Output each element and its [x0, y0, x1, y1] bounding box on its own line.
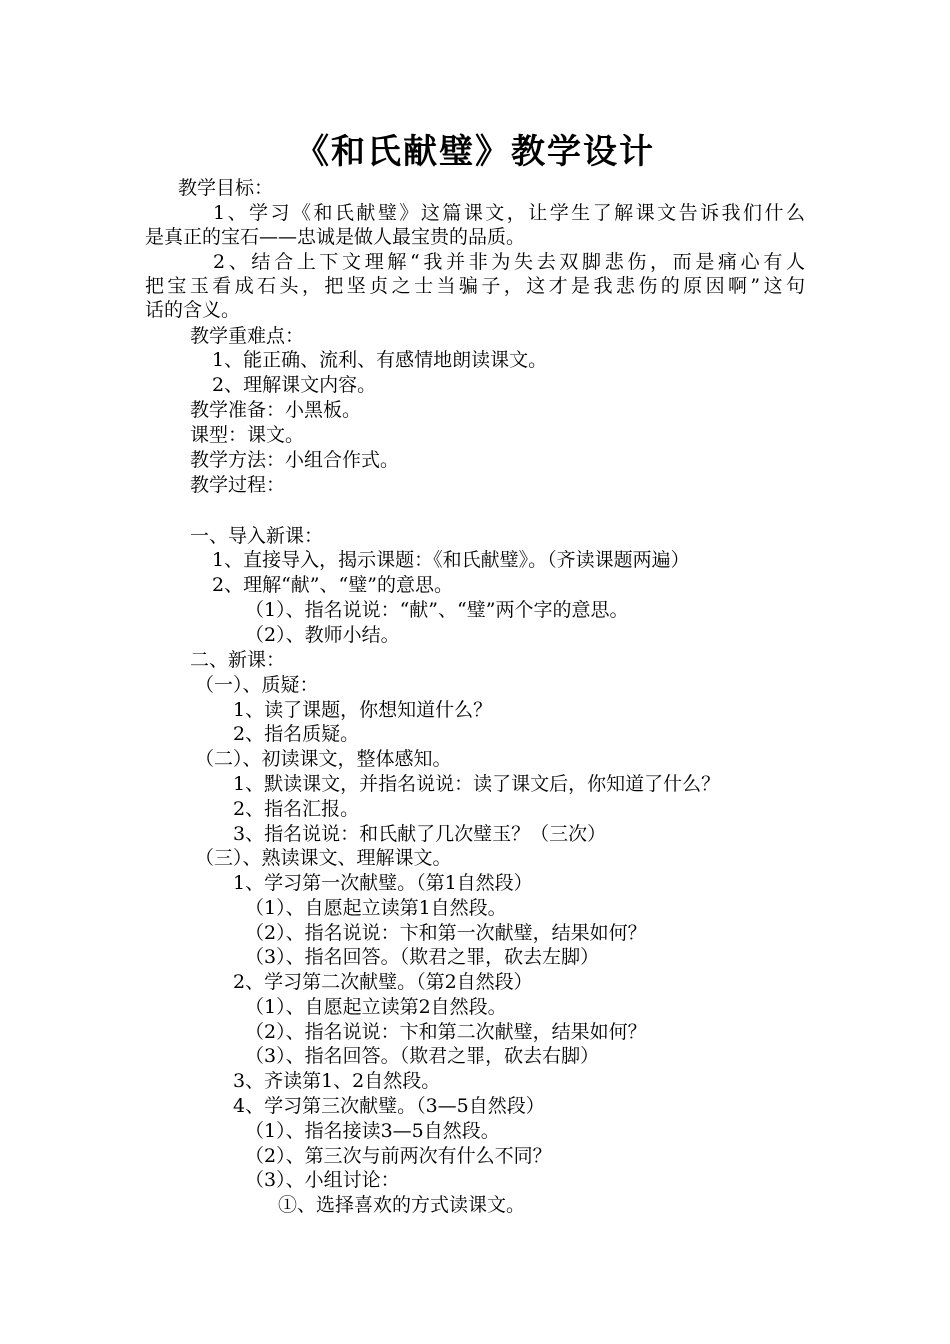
part-3-heading: （三）、熟读课文、理解课文。	[195, 847, 452, 869]
objective-2-text-1: 2、结合上下文理解“我并非为失去双脚悲伤，而是痛心有人	[213, 251, 805, 273]
part-2-item-3: 3、指名说说：和氏献了几次璧玉？（三次）	[233, 823, 607, 845]
key-point-1: 1、能正确、流利、有感情地朗读课文。	[212, 349, 548, 371]
section-1-heading: 一、导入新课：	[190, 525, 324, 547]
section-2-heading: 二、新课：	[190, 649, 286, 671]
part-3-item-1-sub-2: （2）、指名说说：卞和第一次献璧，结果如何？	[245, 922, 647, 944]
objective-2-line-3: 话的含义。	[145, 299, 241, 321]
part-3-item-1: 1、学习第一次献璧。（第1自然段）	[233, 872, 533, 894]
objective-2-line-1	[145, 250, 805, 274]
part-3-item-4-sub-2: （2）、第三次与前两次有什么不同？	[245, 1145, 552, 1167]
part-3-item-4-sub-3-point-1: ①、选择喜欢的方式读课文。	[278, 1194, 526, 1216]
part-2-heading: （二）、初读课文，整体感知。	[195, 748, 452, 770]
part-3-item-4: 4、学习第三次献璧。（3—5自然段）	[233, 1095, 545, 1117]
part-3-item-2-sub-2: （2）、指名说说：卞和第二次献璧，结果如何？	[245, 1021, 647, 1043]
part-1-item-1: 1、读了课题，你想知道什么？	[233, 699, 493, 721]
key-point-2: 2、理解课文内容。	[212, 374, 377, 396]
part-3-item-2-sub-1: （1）、自愿起立读第2自然段。	[245, 996, 507, 1018]
objective-2-text-2: 把宝玉看成石头，把坚贞之士当骗子，这才是我悲伤的原因啊”这句	[145, 275, 805, 297]
objective-1-line-1	[145, 201, 805, 225]
part-2-item-2: 2、指名汇报。	[233, 798, 360, 820]
section-1-item-2: 2、理解“献”、“璧”的意思。	[212, 574, 453, 596]
teaching-method: 教学方法：小组合作式。	[190, 449, 400, 471]
part-3-item-4-sub-1: （1）、指名接读3—5自然段。	[245, 1120, 500, 1142]
part-1-item-2: 2、指名质疑。	[233, 723, 360, 745]
heading-key-points: 教学重难点：	[190, 325, 305, 347]
lesson-type: 课型：课文。	[190, 424, 305, 446]
part-3-item-3: 3、齐读第1、2自然段。	[233, 1070, 441, 1092]
part-3-item-2: 2、学习第二次献璧。（第2自然段）	[233, 971, 533, 993]
part-3-item-2-sub-3: （3）、指名回答。（欺君之罪，砍去右脚）	[245, 1045, 600, 1067]
part-2-item-1: 1、默读课文，并指名说说：读了课文后，你知道了什么？	[233, 773, 721, 795]
section-1-item-2-sub-1: （1）、指名说说：“献”、“璧”两个字的意思。	[245, 599, 629, 621]
part-3-item-1-sub-1: （1）、自愿起立读第1自然段。	[245, 897, 507, 919]
section-1-item-1: 1、直接导入，揭示课题：《和氏献璧》。（齐读课题两遍）	[212, 549, 690, 571]
document-title: 《和氏献璧》教学设计	[295, 132, 655, 172]
objective-2-line-2	[145, 274, 805, 298]
part-1-heading: （一）、质疑：	[195, 674, 319, 696]
part-3-item-1-sub-3: （3）、指名回答。（欺君之罪，砍去左脚）	[245, 946, 600, 968]
preparation: 教学准备：小黑板。	[190, 399, 362, 421]
heading-objectives: 教学目标：	[178, 177, 274, 199]
part-3-item-4-sub-3: （3）、小组讨论：	[245, 1169, 400, 1191]
objective-1-text-1: 1、学习《和氏献璧》这篇课文，让学生了解课文告诉我们什么	[213, 202, 805, 224]
section-1-item-2-sub-2: （2）、教师小结。	[245, 624, 400, 646]
heading-process: 教学过程：	[190, 474, 286, 496]
objective-1-line-2: 是真正的宝石——忠诚是做人最宝贵的品质。	[145, 226, 526, 248]
